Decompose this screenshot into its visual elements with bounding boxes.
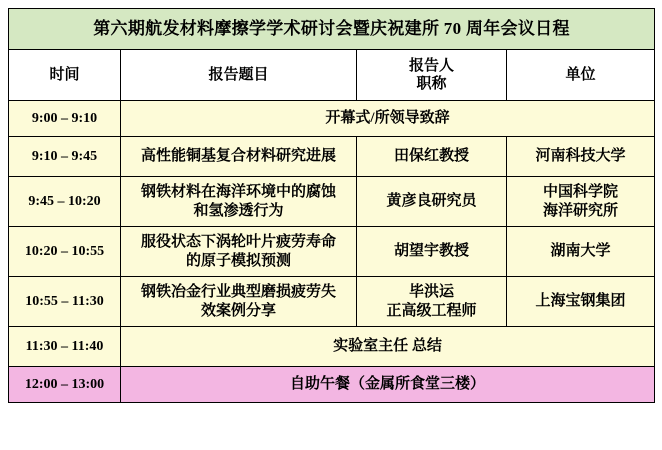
row-time: 11:30 – 11:40 — [9, 327, 121, 367]
table-row — [9, 137, 655, 177]
column-header-speaker-line2: 职称 — [416, 76, 447, 92]
row-organization-line1: 中国科学院 — [542, 184, 618, 201]
row-speaker: 胡望宇教授 — [357, 227, 507, 277]
row-speaker-line2: 正高级工程师 — [386, 302, 477, 319]
row-time: 10:20 – 10:55 — [9, 227, 121, 277]
table-row-header — [9, 50, 655, 101]
row-span-text: 自助午餐（金属所食堂三楼） — [121, 367, 655, 403]
row-speaker-line1: 毕洪运 — [408, 284, 454, 301]
table-row-lunch — [9, 367, 655, 403]
agenda-table — [8, 8, 655, 403]
table-row — [9, 101, 655, 137]
row-time: 9:10 – 9:45 — [9, 137, 121, 177]
column-header-speaker-line1: 报告人 — [408, 57, 454, 74]
row-time: 12:00 – 13:00 — [9, 367, 121, 403]
column-header-speaker — [357, 50, 507, 101]
row-topic-line2: 效案例分享 — [200, 302, 276, 319]
row-topic-line1: 钢铁材料在海洋环境中的腐蚀 — [140, 184, 336, 201]
row-span-text: 实验室主任 总结 — [121, 327, 655, 367]
row-topic-line2: 的原子模拟预测 — [185, 252, 291, 269]
row-organization: 河南科技大学 — [507, 137, 655, 177]
row-speaker: 田保红教授 — [357, 137, 507, 177]
table-row — [9, 277, 655, 327]
row-organization — [507, 177, 655, 227]
table-row — [9, 227, 655, 277]
row-topic-line2: 和氢渗透行为 — [193, 202, 284, 219]
table-row — [9, 327, 655, 367]
row-organization-line2: 海洋研究所 — [542, 202, 618, 219]
page-title: 第六期航发材料摩擦学学术研讨会暨庆祝建所 70 周年会议日程 — [9, 9, 655, 50]
row-organization: 上海宝钢集团 — [507, 277, 655, 327]
row-topic — [121, 177, 357, 227]
row-time: 9:45 – 10:20 — [9, 177, 121, 227]
row-time: 9:00 – 9:10 — [9, 101, 121, 137]
table-row — [9, 177, 655, 227]
row-span-text: 开幕式/所领导致辞 — [121, 101, 655, 137]
column-header-topic: 报告题目 — [121, 50, 357, 101]
row-topic — [121, 277, 357, 327]
column-header-time: 时间 — [9, 50, 121, 101]
column-header-organization: 单位 — [507, 50, 655, 101]
row-topic: 高性能铜基复合材料研究进展 — [121, 137, 357, 177]
row-speaker: 黄彦良研究员 — [357, 177, 507, 227]
row-organization: 湖南大学 — [507, 227, 655, 277]
row-topic — [121, 227, 357, 277]
row-topic-line1: 服役状态下涡轮叶片疲劳寿命 — [140, 234, 336, 251]
row-time: 10:55 – 11:30 — [9, 277, 121, 327]
row-speaker — [357, 277, 507, 327]
row-topic-line1: 钢铁冶金行业典型磨损疲劳失 — [140, 284, 336, 301]
table-row-title — [9, 9, 655, 50]
